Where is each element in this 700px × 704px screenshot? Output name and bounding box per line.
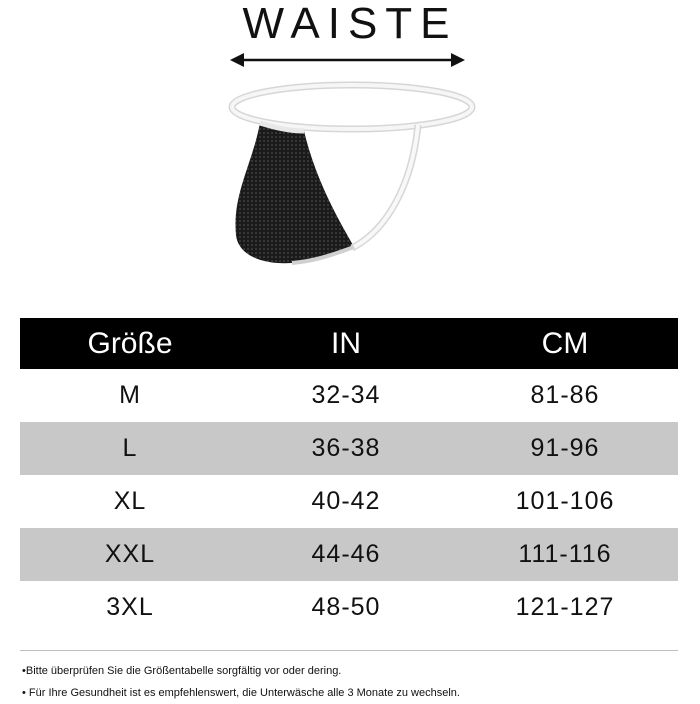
- cell-cm: 81-86: [530, 381, 600, 409]
- cell-inches: 32-34: [311, 381, 381, 409]
- cell-size: L: [20, 422, 240, 475]
- table-row: [20, 528, 678, 581]
- table-header-row: [20, 318, 678, 369]
- cell-inches: 44-46: [240, 528, 452, 581]
- waist-title: WAISTE: [242, 0, 458, 48]
- cell-size: XL: [113, 487, 147, 515]
- table-row: [20, 422, 678, 475]
- table-row: [20, 581, 678, 634]
- cell-inches: 48-50: [311, 593, 381, 621]
- cell-size: M: [119, 381, 141, 409]
- table-row: [20, 475, 678, 528]
- header-inches: IN: [240, 318, 452, 369]
- cell-cm: 111-116: [452, 528, 678, 581]
- cell-size: XXL: [20, 528, 240, 581]
- cell-inches: 40-42: [311, 487, 381, 515]
- notes: [22, 660, 460, 704]
- cell-size: 3XL: [106, 593, 154, 621]
- cell-cm: 101-106: [515, 487, 615, 515]
- note-health: • Für Ihre Gesundheit ist es empfehlenswert, die Unterwäsche alle 3 Monate zu wechseln.: [22, 687, 460, 699]
- note-check-size: •Bitte überprüfen Sie die Größentabelle sorgfältig vor oder dering.: [22, 665, 342, 677]
- header-size: Größe: [20, 318, 240, 369]
- cell-inches: 36-38: [240, 422, 452, 475]
- table-row: [20, 369, 678, 422]
- double-arrow-icon: [230, 50, 465, 70]
- divider: [20, 650, 678, 651]
- header-cm: CM: [452, 318, 678, 369]
- size-table: [20, 318, 678, 634]
- cell-cm: 91-96: [452, 422, 678, 475]
- product-image: [222, 75, 482, 270]
- cell-cm: 121-127: [515, 593, 615, 621]
